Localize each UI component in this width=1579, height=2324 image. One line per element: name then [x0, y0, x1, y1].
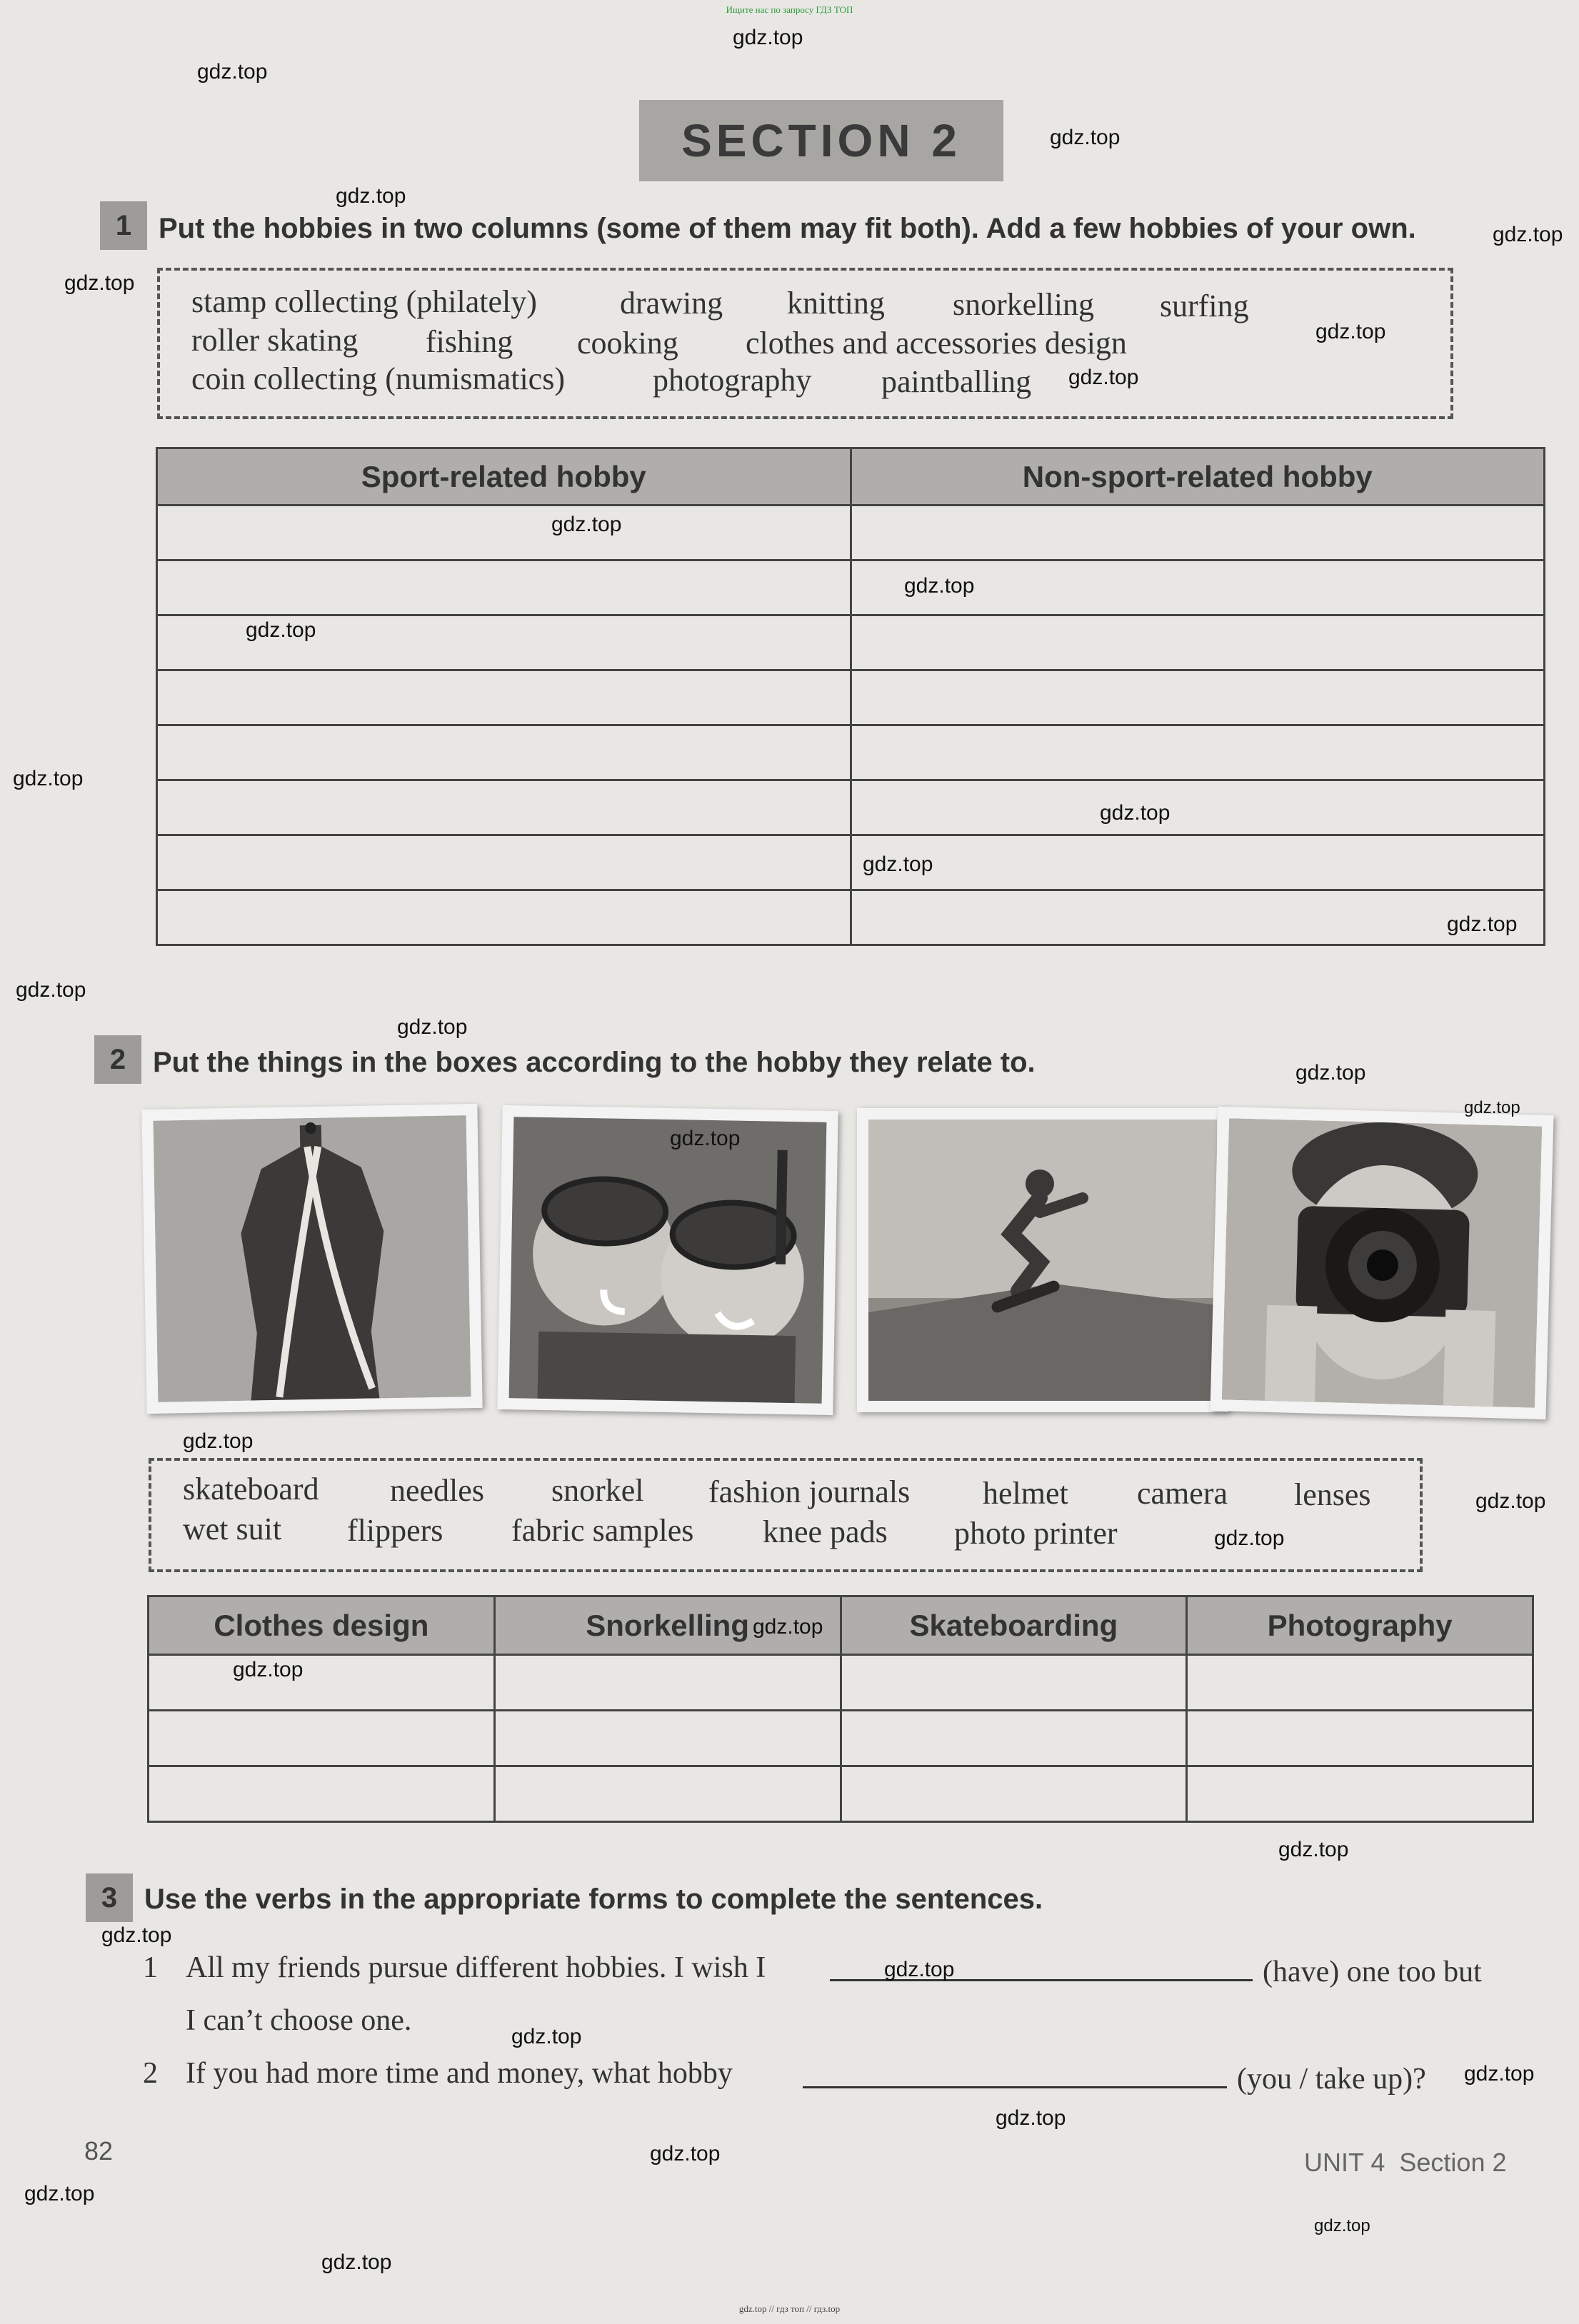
word-item: surfing	[1160, 288, 1249, 323]
word-item: fashion journals	[708, 1474, 911, 1509]
answer-cell[interactable]	[851, 725, 1545, 780]
exercise-1-number: 1	[100, 201, 147, 250]
answer-cell[interactable]	[494, 1711, 841, 1766]
watermark: gdz.top	[1068, 366, 1139, 389]
word-item: knee pads	[763, 1514, 888, 1549]
photo-dress-form	[141, 1104, 482, 1414]
watermark: gdz.top	[753, 1615, 823, 1639]
photographer-icon	[1222, 1118, 1542, 1407]
dress-form-icon	[154, 1115, 471, 1402]
answer-cell[interactable]	[851, 670, 1545, 725]
word-item: skateboard	[183, 1472, 319, 1506]
sentence-2-part-b: (you / take up)?	[1237, 2063, 1426, 2096]
watermark: gdz.top	[1315, 320, 1386, 343]
column-header-skateboarding: Skateboarding	[841, 1596, 1187, 1655]
answer-cell[interactable]	[157, 670, 851, 725]
watermark: gdz.top	[551, 513, 622, 536]
unit-label	[1304, 2148, 1507, 2178]
watermark: gdz.top	[183, 1429, 254, 1453]
answer-cell[interactable]	[841, 1655, 1187, 1711]
word-item: paintballing	[881, 364, 1032, 399]
word-item: camera	[1137, 1476, 1228, 1511]
watermark: gdz.top	[13, 767, 84, 790]
watermark: gdz.top	[863, 852, 933, 876]
word-item: needles	[390, 1473, 484, 1508]
column-header-photography: Photography	[1187, 1596, 1533, 1655]
column-header-snorkelling: Snorkelling	[494, 1596, 841, 1655]
watermark: gdz.top	[511, 2025, 582, 2048]
answer-cell[interactable]	[841, 1766, 1187, 1822]
word-item: snorkelling	[953, 287, 1094, 322]
exercise-2-word-box	[149, 1458, 1423, 1572]
word-item: drawing	[620, 286, 723, 321]
watermark: gdz.top	[1214, 1526, 1285, 1550]
watermark: gdz.top	[1464, 2062, 1535, 2086]
exercise-1-instruction: Put the hobbies in two columns (some of them may fit both). Add a few hobbies of your own.	[159, 213, 1416, 244]
answer-cell[interactable]	[149, 1711, 495, 1766]
answer-cell[interactable]	[157, 725, 851, 780]
word-item: cooking	[577, 326, 678, 361]
word-item: wet suit	[183, 1511, 282, 1546]
answer-cell[interactable]	[851, 780, 1545, 835]
word-item: snorkel	[551, 1473, 644, 1508]
word-item: photography	[653, 363, 812, 398]
answer-cell[interactable]	[494, 1655, 841, 1711]
answer-cell[interactable]	[157, 560, 851, 615]
watermark: gdz.top	[1493, 223, 1563, 246]
exercise-1-word-box	[157, 268, 1453, 419]
sentence-1-part-a: All my friends pursue different hobbies. I wish I	[186, 1951, 766, 1984]
watermark: gdz.top	[246, 618, 316, 642]
watermark: gdz.top	[101, 1923, 172, 1947]
watermark: gdz.top	[1475, 1489, 1546, 1513]
column-header-sport: Sport-related hobby	[157, 448, 851, 505]
watermark: gdz.top	[1314, 2216, 1370, 2235]
answer-cell[interactable]	[1187, 1766, 1533, 1822]
page-number: 82	[84, 2136, 114, 2165]
exercise-3-instruction: Use the verbs in the appropriate forms to complete the sentences.	[144, 1883, 1043, 1915]
answer-cell[interactable]	[494, 1766, 841, 1822]
watermark: gdz.top	[16, 978, 86, 1002]
answer-cell[interactable]	[841, 1711, 1187, 1766]
watermark: gdz.top	[24, 2182, 95, 2205]
watermark: gdz.top	[650, 2142, 721, 2165]
word-item: clothes and accessories design	[746, 326, 1127, 361]
sentence-2-part-a: If you had more time and money, what hobby	[186, 2057, 733, 2090]
word-item: knitting	[787, 286, 885, 321]
answer-cell[interactable]	[1187, 1711, 1533, 1766]
watermark: gdz.top	[670, 1127, 741, 1150]
snorkel-divers-icon	[509, 1117, 827, 1404]
answer-cell[interactable]	[149, 1655, 495, 1711]
answer-cell[interactable]	[157, 780, 851, 835]
section-title: SECTION 2	[639, 100, 1003, 181]
watermark: gdz.top	[336, 184, 406, 208]
watermark: gdz.top	[233, 1658, 304, 1681]
top-note[interactable]: Ищите нас по запросу ГДЗ ТОП	[726, 4, 853, 15]
answer-cell[interactable]	[851, 835, 1545, 890]
hobby-things-table	[147, 1595, 1534, 1823]
watermark: gdz.top	[321, 2250, 392, 2274]
photo-snorkel-divers	[497, 1105, 838, 1415]
watermark: gdz.top	[884, 1958, 955, 1981]
word-item: stamp collecting (philately)	[191, 284, 537, 319]
answer-cell[interactable]	[149, 1766, 495, 1822]
sentence-1-part-b: (have) one too but	[1263, 1956, 1482, 1988]
watermark: gdz.top	[1100, 801, 1171, 825]
watermark: gdz.top	[904, 574, 975, 598]
watermark: gdz.top	[1278, 1838, 1349, 1861]
answer-cell[interactable]	[1187, 1655, 1533, 1711]
watermark: gdz.top	[1050, 126, 1121, 149]
answer-cell[interactable]	[157, 505, 851, 560]
watermark: gdz.top	[733, 26, 803, 49]
word-item: photo printer	[954, 1516, 1118, 1551]
unit-name: UNIT 4	[1304, 2148, 1385, 2177]
word-item: flippers	[347, 1513, 443, 1548]
watermark: gdz.top	[397, 1015, 468, 1039]
sentence-1-part-c: I can’t choose one.	[186, 2004, 412, 2037]
word-item: helmet	[983, 1476, 1068, 1511]
answer-cell[interactable]	[157, 890, 851, 945]
word-item: fishing	[426, 324, 513, 359]
watermark: gdz.top	[64, 271, 135, 295]
word-item: coin collecting (numismatics)	[191, 361, 565, 396]
bottom-note: gdz.top // гдз топ // гдз.top	[738, 2303, 841, 2314]
answer-cell[interactable]	[851, 615, 1545, 670]
section-name: Section 2	[1399, 2148, 1507, 2177]
word-item: roller skating	[191, 323, 359, 358]
photo-skateboarder	[857, 1108, 1228, 1412]
photo-photographer	[1210, 1107, 1554, 1419]
answer-cell[interactable]	[851, 505, 1545, 560]
answer-cell[interactable]	[157, 835, 851, 890]
watermark: gdz.top	[1295, 1061, 1366, 1085]
hobby-columns-table	[156, 447, 1545, 946]
sentence-2-number: 2	[143, 2057, 158, 2090]
watermark: gdz.top	[1447, 912, 1518, 936]
exercise-3-number: 3	[86, 1873, 133, 1922]
skateboarder-icon	[868, 1120, 1217, 1401]
column-header-clothes-design: Clothes design	[149, 1596, 495, 1655]
sentence-2-blank[interactable]	[803, 2085, 1227, 2088]
watermark: gdz.top	[197, 60, 268, 84]
exercise-2-instruction: Put the things in the boxes according to the hobby they relate to.	[153, 1047, 1036, 1078]
answer-cell[interactable]	[851, 890, 1545, 945]
word-item: fabric samples	[511, 1513, 694, 1548]
watermark: gdz.top	[996, 2106, 1066, 2130]
column-header-non-sport: Non-sport-related hobby	[851, 448, 1545, 505]
word-item: lenses	[1294, 1477, 1371, 1512]
exercise-2-number: 2	[94, 1035, 141, 1084]
sentence-1-number: 1	[143, 1951, 158, 1984]
watermark: gdz.top	[1464, 1098, 1520, 1117]
